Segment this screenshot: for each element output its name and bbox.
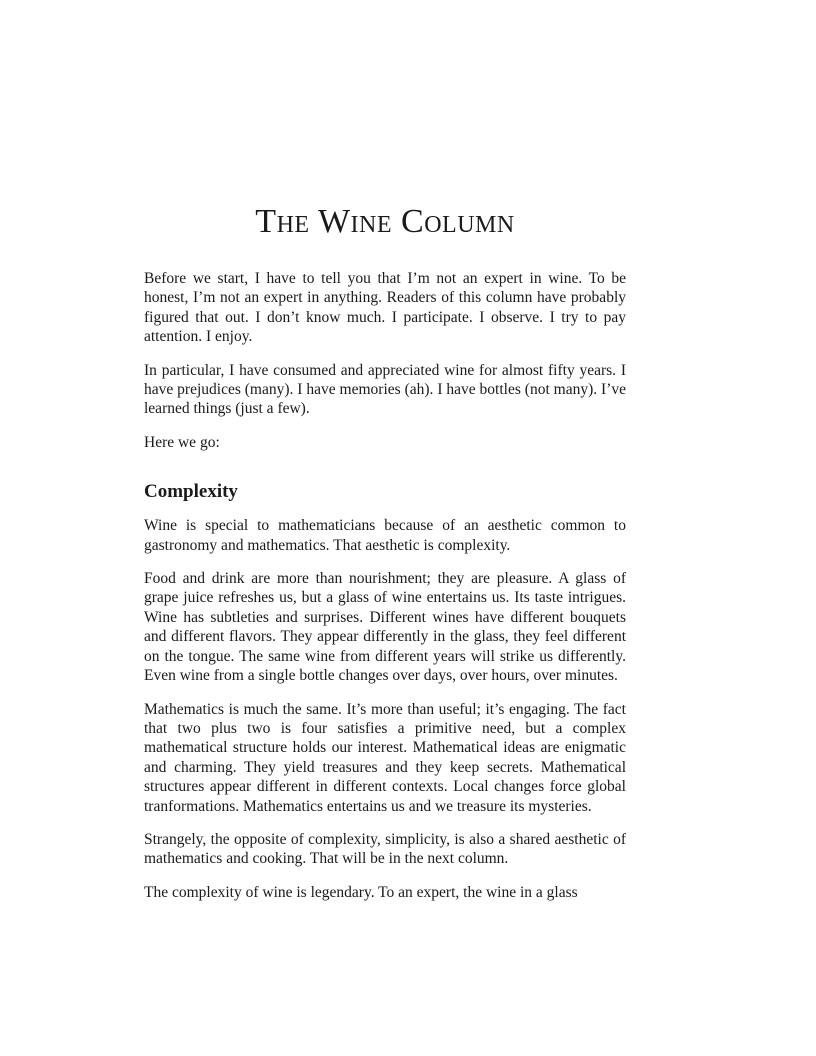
page-title: The Wine Column — [255, 203, 515, 240]
section-paragraph: Food and drink are more than nourishment; they are pleasure. A glass of grape juice refreshes us, but a glass of wine entertains us. Its taste intrigues. Wine has subtleties and surprises. Different wines have different bouquets and different flavors. They appear differently in the glass, they feel different on the tongue. The same wine from different years will strike us differently. Even wine from a single bottle changes over days, over hours, over minutes. — [144, 570, 626, 685]
section-paragraph: Mathematics is much the same. It’s more than useful; it’s engaging. The fact that two plus two is four satisfies a primitive need, but a complex mathematical structure holds our interest. Mathematical ideas are enigmatic and charming. They yield treasures and they keep secrets. Mathematical structures appear different in different contexts. Local changes force global tranformations. Mathematics entertains us and we treasure its mysteries. — [144, 700, 626, 815]
article-body — [144, 269, 626, 916]
section-heading: Complexity — [144, 481, 238, 503]
intro-paragraph: In particular, I have consumed and appreciated wine for almost fifty years. I have prejudices (many). I have memories (ah). I have bottles (not many). I’ve learned things (just a few). — [144, 361, 626, 418]
intro-paragraph: Here we go: — [144, 433, 220, 451]
section-paragraph: Strangely, the opposite of complexity, simplicity, is also a shared aesthetic of mathematics and cooking. That will be in the next column. — [144, 830, 626, 868]
section-paragraph: Wine is special to mathematicians because of an aesthetic common to gastronomy and mathematics. That aesthetic is complexity. — [144, 517, 626, 554]
section-paragraph: The complexity of wine is legendary. To an expert, the wine in a glass — [144, 883, 578, 901]
intro-paragraph: Before we start, I have to tell you that I’m not an expert in wine. To be honest, I’m not an expert in anything. Readers of this column have probably figured that out. I don’t know much. I participate. I observe. I try to pay attention. I enjoy. — [144, 270, 626, 346]
